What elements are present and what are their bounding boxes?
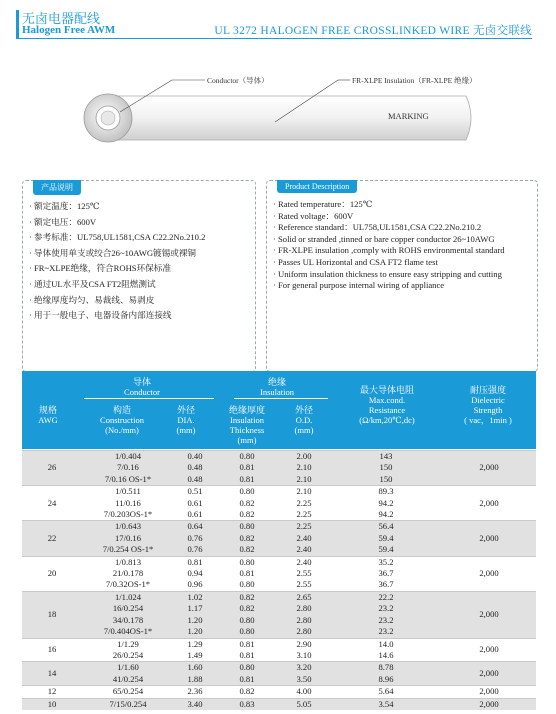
od-cell: 2.40 xyxy=(296,532,312,543)
description-item-en: · Rated temperature：125℃ xyxy=(273,199,531,211)
construction-cell: 1/1.29 xyxy=(82,638,174,650)
description-item-cn: · 绝缘厚度均匀、易裁线、易剥皮 xyxy=(29,293,249,309)
dia-cell: 0.76 xyxy=(187,544,203,555)
thickness-cell: 0.82 xyxy=(239,603,255,614)
construction-cell: 1/1.024 xyxy=(82,591,174,603)
description-item-en: · Reference standard：UL758,UL1581,CSA C22.2No.210.2 xyxy=(273,222,531,234)
table-row xyxy=(22,451,536,463)
dia-cell: 0.94 xyxy=(187,568,203,579)
description-item-en: · Rated voltage：600V xyxy=(273,211,531,223)
resistance-cell: 3.54 xyxy=(330,698,442,710)
thickness-cell: 0.82 xyxy=(239,497,255,508)
construction-cell: 17/0.16 xyxy=(114,532,142,543)
construction-cell: 7/0.32OS-1* xyxy=(105,579,151,590)
construction-cell: 7/0.16 OS-1* xyxy=(104,473,152,484)
dia-cell: 0.76 xyxy=(187,532,203,543)
spec-table xyxy=(22,450,536,710)
od-cell: 2.10 xyxy=(296,473,312,484)
cable-diagram xyxy=(0,60,556,170)
thickness-cell: 0.82 xyxy=(216,686,278,698)
construction-cell: 7/15/0.254 xyxy=(82,698,174,710)
description-heading-en: Product Description xyxy=(277,180,357,193)
header-accent-bar xyxy=(16,10,19,38)
od-cell: 2.40 xyxy=(296,544,312,555)
awg-cell: 18 xyxy=(22,591,82,638)
description-item-en: · FR-XLPE insulation ,comply with ROHS environmental standard xyxy=(273,245,531,257)
dielectric-cell: 2,000 xyxy=(442,686,536,698)
dia-cell: 1.20 xyxy=(187,626,203,637)
awg-cell: 16 xyxy=(22,638,82,662)
od-cell: 2.10 xyxy=(296,462,312,473)
construction-cell: 26/0.254 xyxy=(112,649,144,660)
resistance-cell: 8.96 xyxy=(378,673,394,684)
resistance-cell: 14.0 xyxy=(330,638,442,650)
od-cell: 2.55 xyxy=(296,568,312,579)
description-item-en: · Passes UL Horizontal and CSA FT2 flame test xyxy=(273,257,531,269)
description-list-en xyxy=(273,199,531,292)
construction-cell: 7/0.203OS-1* xyxy=(103,509,153,520)
od-cell: 2.00 xyxy=(278,451,330,463)
table-row xyxy=(22,486,536,498)
dia-cell: 1.17 xyxy=(187,603,203,614)
thickness-cell: 0.81 xyxy=(239,568,255,579)
thickness-cell: 0.82 xyxy=(216,591,278,603)
dia-cell: 1.20 xyxy=(187,614,203,625)
resistance-cell: 143 xyxy=(330,451,442,463)
thickness-cell: 0.81 xyxy=(239,673,255,684)
resistance-cell: 35.2 xyxy=(330,556,442,568)
description-box-cn xyxy=(22,180,256,372)
construction-cell: 1/1.60 xyxy=(82,662,174,674)
construction-cell: 16/0.254 xyxy=(112,603,144,614)
thickness-cell: 0.80 xyxy=(216,521,278,533)
page-title-cn: 无卤电器配线 xyxy=(22,11,101,26)
construction-cell: 7/0.254 OS-1* xyxy=(102,544,154,555)
description-item-en: · Uniform insulation thickness to ensure easy stripping and cutting xyxy=(273,269,531,281)
od-cell: 2.40 xyxy=(278,556,330,568)
thickness-cell: 0.80 xyxy=(239,579,255,590)
awg-cell: 26 xyxy=(22,451,82,486)
resistance-cell: 23.2 xyxy=(378,603,394,614)
construction-cell: 34/0.178 xyxy=(112,614,144,625)
awg-cell: 10 xyxy=(22,698,82,710)
description-item-cn: · 用于一般电子、电器设备内部连接线 xyxy=(29,308,249,324)
marking-label: MARKING xyxy=(388,111,429,121)
resistance-cell: 94.2 xyxy=(378,497,394,508)
construction-cell: 65/0.254 xyxy=(82,686,174,698)
thickness-cell: 0.81 xyxy=(239,473,255,484)
header-rule xyxy=(16,38,532,39)
awg-cell: 14 xyxy=(22,662,82,686)
dia-cell: 3.40 xyxy=(174,698,216,710)
description-box-en xyxy=(266,180,538,372)
resistance-cell: 150 xyxy=(379,462,393,473)
description-item-cn: · 导体使用单支或绞合26~10AWG镀锡或裸铜 xyxy=(29,246,249,262)
od-cell: 4.00 xyxy=(278,686,330,698)
od-cell: 2.25 xyxy=(278,521,330,533)
header-resistance: 最大导体电阻 Max.cond. Resistance (Ω/km,20℃,dc) xyxy=(359,385,415,425)
resistance-cell: 59.4 xyxy=(378,544,394,555)
table-row xyxy=(22,521,536,533)
construction-cell: 7/0.404OS-1* xyxy=(103,626,153,637)
table-row xyxy=(22,556,536,568)
resistance-cell: 23.2 xyxy=(378,626,394,637)
thickness-cell: 0.80 xyxy=(239,614,255,625)
insulation-label: FR-XLPE Insulation（FR-XLPE 绝缘） xyxy=(352,76,477,85)
od-cell: 2.80 xyxy=(296,626,312,637)
dielectric-cell: 2,000 xyxy=(442,698,536,710)
page-title-en: Halogen Free AWM xyxy=(22,24,116,36)
od-cell: 3.20 xyxy=(278,662,330,674)
resistance-cell: 94.2 xyxy=(378,509,394,520)
thickness-cell: 0.82 xyxy=(239,544,255,555)
thickness-cell: 0.80 xyxy=(216,451,278,463)
table-header xyxy=(22,371,536,449)
dia-cell: 2.36 xyxy=(174,686,216,698)
construction-cell: 41/0.254 xyxy=(112,673,144,684)
header-awg: 规格 AWG xyxy=(38,405,58,425)
dia-cell: 0.61 xyxy=(187,497,203,508)
table-row xyxy=(22,698,536,710)
thickness-cell: 0.81 xyxy=(239,462,255,473)
dia-cell: 0.64 xyxy=(174,521,216,533)
spec-table-body xyxy=(22,451,536,710)
thickness-cell: 0.80 xyxy=(216,486,278,498)
header-dia: 外径 DIA. (mm) xyxy=(176,405,196,435)
awg-cell: 22 xyxy=(22,521,82,556)
awg-cell: 24 xyxy=(22,486,82,521)
od-cell: 2.80 xyxy=(296,614,312,625)
dielectric-cell: 2,000 xyxy=(442,638,536,662)
dia-cell: 0.81 xyxy=(174,556,216,568)
header-conductor: 导体 Conductor xyxy=(124,377,160,397)
dielectric-cell: 2,000 xyxy=(442,662,536,686)
dia-cell: 1.88 xyxy=(187,673,203,684)
od-cell: 2.65 xyxy=(278,591,330,603)
construction-cell: 7/0.16 xyxy=(117,462,139,473)
construction-cell: 1/0.643 xyxy=(82,521,174,533)
description-item-cn: · FR~XLPE绝缘，符合ROHS环保标准 xyxy=(29,261,249,277)
thickness-cell: 0.82 xyxy=(239,509,255,520)
od-cell: 3.10 xyxy=(296,649,312,660)
dielectric-cell: 2,000 xyxy=(442,486,536,521)
awg-cell: 20 xyxy=(22,556,82,591)
description-heading-cn: 产品说明 xyxy=(33,180,81,195)
dielectric-cell: 2,000 xyxy=(442,556,536,591)
table-row xyxy=(22,638,536,650)
product-title: UL 3272 HALOGEN FREE CROSSLINKED WIRE 无卤交联线 xyxy=(214,25,532,37)
table-row xyxy=(22,591,536,603)
dielectric-cell: 2,000 xyxy=(442,451,536,486)
table-row xyxy=(22,686,536,698)
resistance-cell: 150 xyxy=(379,473,393,484)
resistance-cell: 59.4 xyxy=(378,532,394,543)
od-cell: 2.10 xyxy=(278,486,330,498)
conductor-label: Conductor（导体） xyxy=(207,76,269,85)
od-cell: 2.25 xyxy=(296,497,312,508)
dia-cell: 0.48 xyxy=(187,462,203,473)
header-od: 外径 O.D. (mm) xyxy=(294,405,314,435)
dia-cell: 0.48 xyxy=(187,473,203,484)
description-item-en: · Solid or stranded ,tinned or bare copper conductor 26~10AWG xyxy=(273,234,531,246)
resistance-cell: 22.2 xyxy=(330,591,442,603)
od-cell: 3.50 xyxy=(296,673,312,684)
resistance-cell: 5.64 xyxy=(330,686,442,698)
construction-cell: 11/0.16 xyxy=(115,497,141,508)
construction-cell: 21/0.178 xyxy=(112,568,144,579)
od-cell: 5.05 xyxy=(278,698,330,710)
dia-cell: 1.49 xyxy=(187,649,203,660)
dielectric-cell: 2,000 xyxy=(442,591,536,638)
construction-cell: 1/0.404 xyxy=(82,451,174,463)
header-insulation: 绝缘 Insulation xyxy=(260,377,294,397)
construction-cell: 1/0.813 xyxy=(82,556,174,568)
resistance-cell: 23.2 xyxy=(378,614,394,625)
resistance-cell: 56.4 xyxy=(330,521,442,533)
description-item-cn: · 额定电压：600V xyxy=(29,215,249,231)
thickness-cell: 0.83 xyxy=(216,698,278,710)
awg-cell: 12 xyxy=(22,686,82,698)
thickness-cell: 0.80 xyxy=(239,626,255,637)
description-item-cn: · 参考标准：UL758,UL1581,CSA C22.2No.210.2 xyxy=(29,230,249,246)
description-item-cn: · 额定温度：125℃ xyxy=(29,199,249,215)
thickness-cell: 0.80 xyxy=(216,662,278,674)
resistance-cell: 14.6 xyxy=(378,649,394,660)
dielectric-cell: 2,000 xyxy=(442,521,536,556)
table-row xyxy=(22,662,536,674)
dia-cell: 0.96 xyxy=(187,579,203,590)
thickness-cell: 0.81 xyxy=(239,649,255,660)
dia-cell: 0.51 xyxy=(174,486,216,498)
resistance-cell: 89.3 xyxy=(330,486,442,498)
description-item-en: · For general purpose internal wiring of appliance xyxy=(273,280,531,292)
header-thickness: 绝缘厚度 Insulation Thickness (mm) xyxy=(228,405,265,445)
resistance-cell: 36.7 xyxy=(378,568,394,579)
od-cell: 2.25 xyxy=(296,509,312,520)
construction-cell: 1/0.511 xyxy=(82,486,174,498)
dia-cell: 0.61 xyxy=(187,509,203,520)
dia-cell: 1.02 xyxy=(174,591,216,603)
od-cell: 2.80 xyxy=(296,603,312,614)
resistance-cell: 36.7 xyxy=(378,579,394,590)
thickness-cell: 0.82 xyxy=(239,532,255,543)
thickness-cell: 0.81 xyxy=(216,638,278,650)
resistance-cell: 8.78 xyxy=(330,662,442,674)
dia-cell: 0.40 xyxy=(174,451,216,463)
od-cell: 2.55 xyxy=(296,579,312,590)
header-dielectric: 耐压强度 Dielectric Strength ( vac，1min ) xyxy=(464,385,512,425)
dia-cell: 1.29 xyxy=(174,638,216,650)
description-item-cn: · 通过UL水平及CSA FT2阻燃测试 xyxy=(29,277,249,293)
dia-cell: 1.60 xyxy=(174,662,216,674)
thickness-cell: 0.80 xyxy=(216,556,278,568)
od-cell: 2.90 xyxy=(278,638,330,650)
description-list-cn xyxy=(29,199,249,324)
header-construction: 构造 Construction (No./mm) xyxy=(100,405,144,435)
